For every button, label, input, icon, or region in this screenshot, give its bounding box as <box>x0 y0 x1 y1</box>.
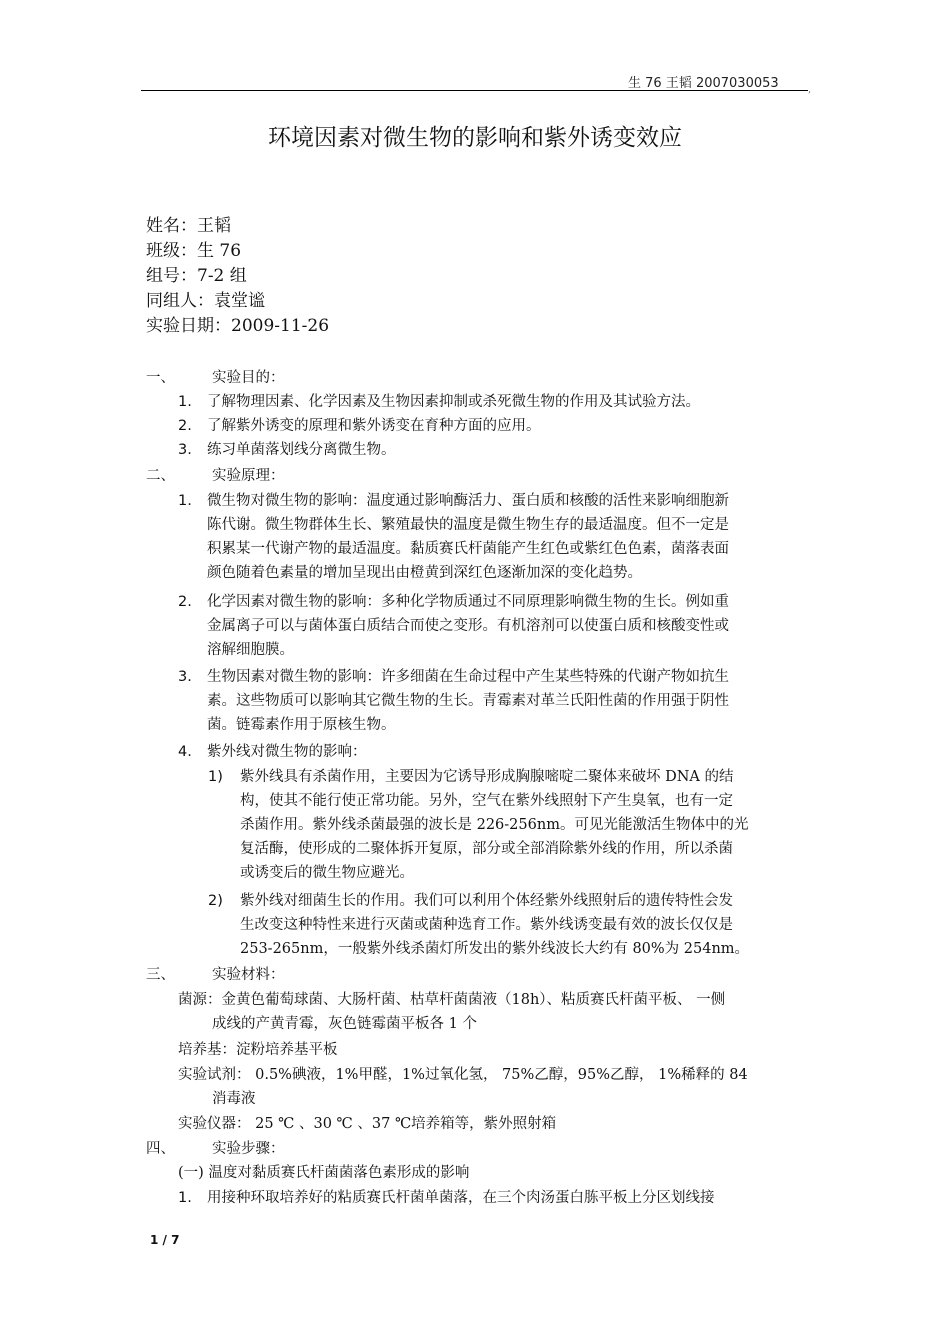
paragraph-line: 生物因素对微生物的影响：许多细菌在生命过程中产生某些特殊的代谢产物如抗生 <box>207 669 729 685</box>
list-number: 1. <box>178 394 192 410</box>
section-number: 二、 <box>146 468 175 484</box>
subsection-heading: (一) 温度对黏质赛氏杆菌菌落色素形成的影响 <box>178 1165 470 1181</box>
paragraph-line: 用接种环取培养好的粘质赛氏杆菌单菌落，在三个肉汤蛋白胨平板上分区划线接 <box>207 1190 715 1206</box>
paragraph-line: 生改变这种特性来进行灭菌或菌种选育工作。紫外线诱变最有效的波长仅仅是 <box>240 917 733 933</box>
info-date: 实验日期：2009-11-26 <box>146 316 330 336</box>
paragraph-line: 或诱变后的微生物应避光。 <box>240 865 414 881</box>
paragraph-line: 积累某一代谢产物的最适温度。黏质赛氏杆菌能产生红色或紫红色色素，菌落表面 <box>207 541 729 557</box>
header-mark: , <box>808 84 812 95</box>
paragraph-line: 素。这些物质可以影响其它微生物的生长。青霉素对革兰氏阳性菌的作用强于阴性 <box>207 693 729 709</box>
paragraph-line: 杀菌作用。紫外线杀菌最强的波长是 226-256nm。可见光能激活生物体中的光 <box>240 817 749 833</box>
section-number: 四、 <box>146 1141 175 1157</box>
list-number: 3. <box>178 669 192 685</box>
paragraph-line: 金属离子可以与菌体蛋白质结合而使之变形。有机溶剂可以使蛋白质和核酸变性或 <box>207 618 729 634</box>
paragraph-line: 菌。链霉素作用于原核生物。 <box>207 717 396 733</box>
list-number: 3. <box>178 442 192 458</box>
info-group: 组号：7-2 组 <box>146 266 247 286</box>
list-number: 1. <box>178 493 192 509</box>
paragraph-line: 化学因素对微生物的影响：多种化学物质通过不同原理影响微生物的生长。例如重 <box>207 594 729 610</box>
materials-line: 实验试剂： 0.5%碘液，1%甲醛，1%过氧化氢， 75%乙醇，95%乙醇， 1%稀释的 84 <box>178 1067 748 1083</box>
sublist-number: 2) <box>208 893 223 909</box>
materials-line: 菌源：金黄色葡萄球菌、大肠杆菌、枯草杆菌菌液（18h）、粘质赛氏杆菌平板、 一侧 <box>178 992 726 1008</box>
paragraph-line: 紫外线对细菌生长的作用。我们可以利用个体经紫外线照射后的遗传特性会发 <box>240 893 733 909</box>
paragraph-line: 陈代谢。微生物群体生长、繁殖最快的温度是微生物生存的最适温度。但不一定是 <box>207 517 729 533</box>
paragraph-line: 253-265nm，一般紫外线杀菌灯所发出的紫外线波长大约有 80%为 254nm。 <box>240 941 750 957</box>
list-number: 2. <box>178 594 192 610</box>
section-number: 三、 <box>146 967 175 983</box>
info-partner: 同组人：袁堂谧 <box>146 291 265 311</box>
paragraph-line: 构，使其不能行使正常功能。另外，空气在紫外线照射下产生臭氧，也有一定 <box>240 793 733 809</box>
paragraph-line: 溶解细胞膜。 <box>207 642 294 658</box>
sublist-number: 1) <box>208 769 223 785</box>
section-title: 实验原理： <box>212 468 285 484</box>
list-item: 练习单菌落划线分离微生物。 <box>207 442 396 458</box>
page-header: 生 76 王韬 2007030053 <box>628 76 779 91</box>
section-title: 实验材料： <box>212 967 285 983</box>
materials-line: 实验仪器： 25 ℃ 、30 ℃ 、37 ℃培养箱等，紫外照射箱 <box>178 1116 557 1132</box>
section-number: 一、 <box>146 370 175 386</box>
list-number: 4. <box>178 744 192 760</box>
list-number: 2. <box>178 418 192 434</box>
section-title: 实验目的： <box>212 370 285 386</box>
info-name: 姓名：王韬 <box>146 216 231 236</box>
materials-line: 培养基：淀粉培养基平板 <box>178 1042 338 1058</box>
paragraph-line: 紫外线对微生物的影响： <box>207 744 367 760</box>
header-rule <box>141 90 808 91</box>
paragraph-line: 微生物对微生物的影响：温度通过影响酶活力、蛋白质和核酸的活性来影响细胞新 <box>207 493 729 509</box>
page-number: 1 / 7 <box>150 1233 180 1247</box>
paragraph-line: 复活酶，使形成的二聚体拆开复原，部分或全部消除紫外线的作用，所以杀菌 <box>240 841 733 857</box>
document-title: 环境因素对微生物的影响和紫外诱变效应 <box>268 125 682 151</box>
section-title: 实验步骤： <box>212 1141 285 1157</box>
list-number: 1. <box>178 1190 192 1206</box>
paragraph-line: 颜色随着色素量的增加呈现出由橙黄到深红色逐渐加深的变化趋势。 <box>207 565 642 581</box>
list-item: 了解紫外诱变的原理和紫外诱变在育种方面的应用。 <box>207 418 541 434</box>
list-item: 了解物理因素、化学因素及生物因素抑制或杀死微生物的作用及其试验方法。 <box>207 394 700 410</box>
materials-line: 消毒液 <box>212 1091 256 1107</box>
paragraph-line: 紫外线具有杀菌作用，主要因为它诱导形成胸腺嘧啶二聚体来破坏 DNA 的结 <box>240 769 734 785</box>
materials-line: 成线的产黄青霉，灰色链霉菌平板各 1 个 <box>212 1016 477 1032</box>
info-class: 班级：生 76 <box>146 241 242 261</box>
